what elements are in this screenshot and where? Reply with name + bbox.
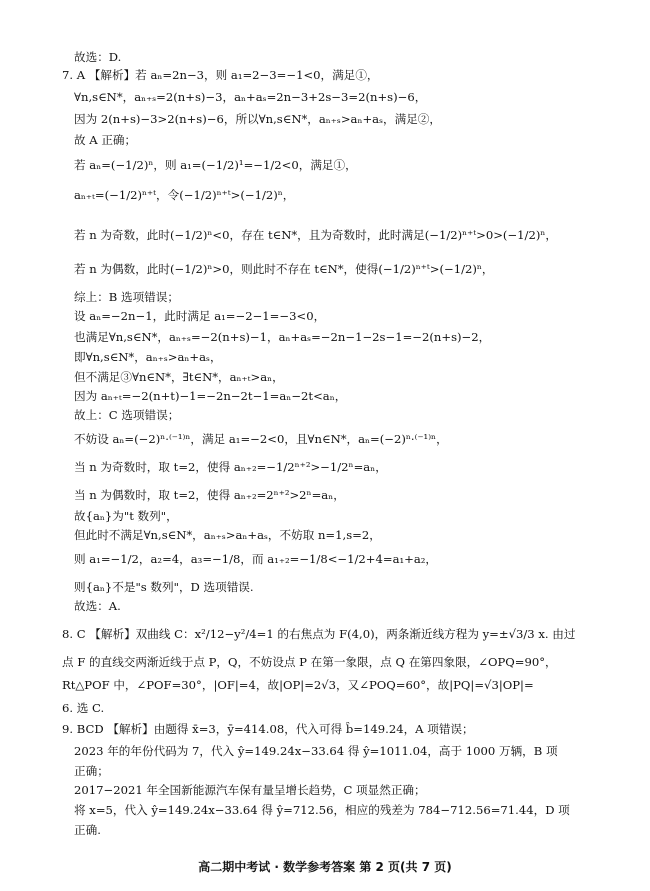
text-line: 故选：D. <box>74 50 122 64</box>
text-line: 若 n 为偶数，此时(−1/2)ⁿ>0，则此时不存在 t∈N*，使得(−1/2)ⁿ⁺ᵗ>(−1/2)ⁿ， <box>74 262 494 276</box>
text-line: 正确； <box>74 764 109 778</box>
text-line: 9. BCD 【解析】由题得 x̄=3，ȳ=414.08，代入可得 b̂=149.24，A 项错误； <box>62 722 474 736</box>
text-line: 若 aₙ=(−1/2)ⁿ，则 a₁=(−1/2)¹=−1/2<0，满足①， <box>74 158 357 172</box>
text-line: 但不满足③∀n∈N*，∃t∈N*，aₙ₊ₜ>aₙ， <box>74 370 284 384</box>
text-line: 则 a₁=−1/2，a₂=4，a₃=−1/8，而 a₁₊₂=−1/8<−1/2+4=a₁+a₂， <box>74 552 438 566</box>
text-line: 故 A 正确； <box>74 133 137 147</box>
text-line: 正确. <box>74 823 101 837</box>
text-line: 2023 年的年份代码为 7，代入 ŷ=149.24x−33.64 得 ŷ=1011.04，高于 1000 万辆，B 项 <box>74 744 558 758</box>
text-line: 将 x=5，代入 ŷ=149.24x−33.64 得 ŷ=712.56，相应的残差为 784−712.56=71.44，D 项 <box>74 803 570 817</box>
text-line: 2017−2021 年全国新能源汽车保有量呈增长趋势，C 项显然正确； <box>74 783 426 797</box>
text-line: 故上：C 选项错误； <box>74 408 180 422</box>
text-line: 综上：B 选项错误； <box>74 290 179 304</box>
text-line: Rt△POF 中，∠POF=30°，|OF|=4，故|OP|=2√3，又∠POQ=60°，故|PQ|=√3|OP|= <box>62 678 534 692</box>
page-footer: 高二期中考试 · 数学参考答案 第 2 页(共 7 页) <box>198 860 452 874</box>
text-line: 故{aₙ}为"t 数列"， <box>74 509 178 523</box>
text-line: 8. C 【解析】双曲线 C：x²/12−y²/4=1 的右焦点为 F(4,0)，两条渐近线方程为 y=±√3/3 x. 由过 <box>62 627 576 641</box>
text-line: 7. A 【解析】若 aₙ=2n−3，则 a₁=2−3=−1<0，满足①， <box>62 68 379 82</box>
text-line: 但此时不满足∀n,s∈N*，aₙ₊ₛ>aₙ+aₛ，不妨取 n=1,s=2， <box>74 528 381 542</box>
text-line: 因为 2(n+s)−3>2(n+s)−6，所以∀n,s∈N*，aₙ₊ₛ>aₙ+aₛ，满足②， <box>74 112 441 126</box>
text-line: ∀n,s∈N*，aₙ₊ₛ=2(n+s)−3，aₙ+aₛ=2n−3+2s−3=2(n+s)−6， <box>74 90 427 104</box>
text-line: 即∀n,s∈N*，aₙ₊ₛ>aₙ+aₛ， <box>74 350 222 364</box>
text-line: 若 n 为奇数，此时(−1/2)ⁿ<0，存在 t∈N*，且为奇数时，此时满足(−1/2)ⁿ⁺ᵗ>0>(−1/2)ⁿ， <box>74 228 557 242</box>
text-line: 不妨设 aₙ=(−2)ⁿ·⁽⁻¹⁾ⁿ，满足 a₁=−2<0，且∀n∈N*，aₙ=(−2)ⁿ·⁽⁻¹⁾ⁿ， <box>74 432 448 446</box>
text-line: 6. 选 C. <box>62 701 105 715</box>
text-line: 也满足∀n,s∈N*，aₙ₊ₛ=−2(n+s)−1，aₙ+aₛ=−2n−1−2s−1=−2(n+s)−2， <box>74 330 491 344</box>
text-line: 当 n 为奇数时，取 t=2，使得 aₙ₊₂=−1/2ⁿ⁺²>−1/2ⁿ=aₙ， <box>74 460 387 474</box>
text-line: 因为 aₙ₊ₜ=−2(n+t)−1=−2n−2t−1=aₙ−2t<aₙ， <box>74 389 347 403</box>
text-line: 点 F 的直线交两渐近线于点 P，Q，不妨设点 P 在第一象限，点 Q 在第四象限，∠OPQ=90°， <box>62 655 557 669</box>
text-line: 当 n 为偶数时，取 t=2，使得 aₙ₊₂=2ⁿ⁺²>2ⁿ=aₙ， <box>74 488 345 502</box>
text-line: 故选：A. <box>74 599 121 613</box>
text-line: 则{aₙ}不是"s 数列"，D 选项错误. <box>74 580 254 594</box>
text-line: aₙ₊ₜ=(−1/2)ⁿ⁺ᵗ，令(−1/2)ⁿ⁺ᵗ>(−1/2)ⁿ， <box>74 188 295 202</box>
text-line: 设 aₙ=−2n−1，此时满足 a₁=−2−1=−3<0， <box>74 309 326 323</box>
